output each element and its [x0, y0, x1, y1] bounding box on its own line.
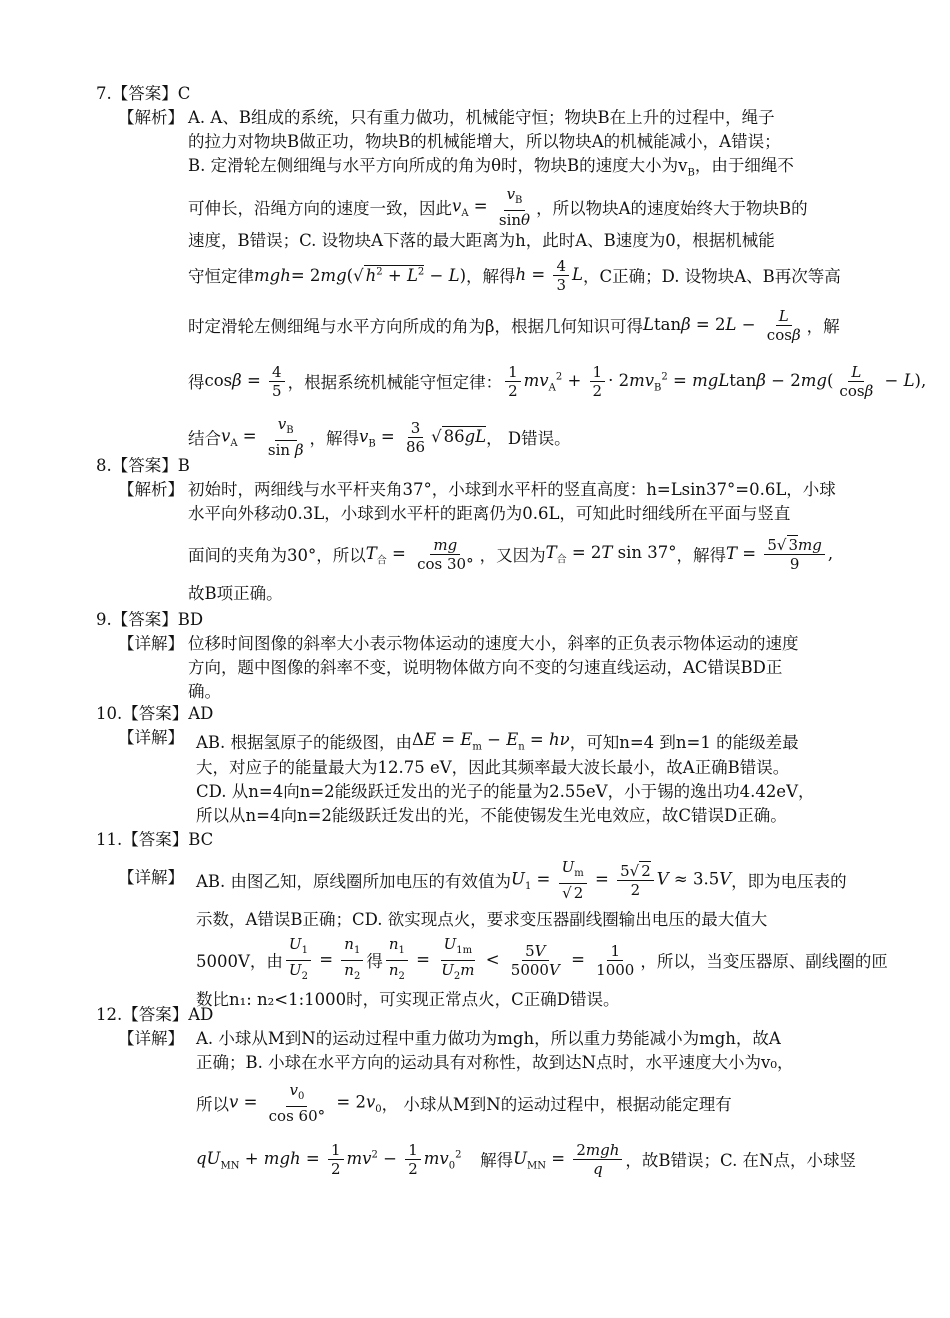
- text-line: AB. 由图乙知，原线圈所加电压的有效值为 $U_1$ = $\frac{U_m}{√ 2}$ = $\frac{5√ 2}{2}$ V ≈ 3.5V ，即为电压表的: [196, 858, 847, 902]
- formula: $T_合 = 2T$ sin 37°: [545, 542, 677, 566]
- formula: $v_A$ = $\frac{v_B}{\text{sin β}}$: [221, 415, 304, 460]
- detail-tag: 【详解】: [118, 868, 184, 887]
- formula: T = $\frac{5√ 3mg}{9}$ ,: [726, 535, 834, 573]
- formula: mgh= 2mg(√ $h^2 + L^2 - L$): [254, 265, 467, 285]
- text-line: 所以从n=4向n=2能级跃迁发出的光，不能使锡发生光电效应，故C错误D正确。: [196, 806, 787, 825]
- answer-7-header: 7.【答案】C: [96, 84, 191, 103]
- formula: cosβ = $\frac{4}{5}$: [205, 363, 288, 400]
- text-line: 水平向外移动0.3L，小球到水平杆的距离仍为0.6L，可知此时细线所在平面与竖直: [188, 504, 791, 523]
- text-line: 方向，题中图像的斜率不变，说明物体做方向不变的匀速直线运动，AC错误BD正: [188, 658, 783, 677]
- answer-12: [96, 1003, 856, 1187]
- text-line: AB. 根据氢原子的能级图，由 $\Delta E = E_m - E_n = h\nu$ ，可知n=4 到n=1 的能级差最: [196, 729, 799, 753]
- text-line: 所以 v = $\frac{v_0}{\cos 60^\circ}$ = $2v_0$ ， 小球从M到N的运动过程中，根据动能定理有: [196, 1081, 732, 1125]
- text-line: 得 cosβ = $\frac{4}{5}$ ，根据系统机械能守恒定律： $\frac{1}{2}$ $mv_A^2$ + $\frac{1}{2}$ · $2mv_B^2 = mgLtan\beta - 2mg$( $\frac{L}{\cos\beta}$ − L),: [188, 362, 927, 400]
- formula: $T_合$ = $\frac{mg}{\cos 30^\circ}$: [365, 535, 474, 573]
- text-line: 面间的夹角为30°，所以 $T_合$ = $\frac{mg}{\cos 30^\circ}$ ，又因为 $T_合 = 2T$ sin 37° ，解得 T = $\frac{5√ 3mg}{9}$ ,: [188, 535, 834, 573]
- detail-tag: 【详解】: [118, 1029, 184, 1048]
- formula: v = $\frac{v_0}{\cos 60^\circ}$ = $2v_0$: [229, 1081, 382, 1125]
- formula: $U_{MN}$ = $\frac{\text{2mgh}}{q}$: [513, 1141, 625, 1178]
- text-line: 数比n₁: n₂<1:1000时，可实现正常点火，C正确D错误。: [196, 990, 620, 1009]
- answer-10-header: 10.【答案】AD: [96, 704, 214, 723]
- text-line: 正确；B. 小球在水平方向的运动具有对称性，故到达N点时，水平速度大小为v₀，: [196, 1053, 794, 1072]
- formula: h = $\frac{4}{3}$ L: [515, 256, 583, 294]
- text-line: 5000V，由 $\frac{U_1}{U_2}$ = $\frac{n_1}{n_2}$ 得 $\frac{n_1}{n_2}$ = $\frac{U_{1m}}{U_2m}$ < $\frac{5V}{5000V}$ = $\frac{1}{1000}$ ，所以，当变压器原、副线圈的匝: [196, 932, 856, 988]
- text-line: 时定滑轮左侧细绳与水平方向所成的角为β，根据几何知识可得 Ltanβ = 2L − $\frac{L}{\cos\beta}$ ，解: [188, 306, 840, 344]
- detail-tag: 【详解】: [118, 728, 184, 747]
- answer-7: [96, 82, 927, 465]
- text-line: 守恒定律 mgh= 2mg(√ $h^2 + L^2 - L$) ，解得 h = $\frac{4}{3}$ L ，C正确；D. 设物块A、B再次等高: [188, 256, 841, 294]
- answer-12-explanation: [196, 1027, 856, 1187]
- text-line: 位移时间图像的斜率大小表示物体运动的速度大小，斜率的正负表示物体运动的速度: [188, 634, 799, 653]
- formula: $\frac{1}{2}$ $mv_A^2$ + $\frac{1}{2}$ · $2mv_B^2 = mgLtan\beta - 2mg$( $\frac{L}{\cos\beta}$ − L),: [502, 363, 926, 400]
- formula: $v_A$ = $\frac{v_B}{\sin\theta}$: [452, 185, 531, 230]
- text-line: CD. 从n=4向n=2能级跃迁发出的光子的能量为2.55eV，小于锡的逸出功4.42eV，: [196, 782, 815, 801]
- text-line: 大，对应子的能量最大为12.75 eV，因此其频率最大波长最小，故A正确B错误。: [196, 758, 790, 777]
- answer-8: [96, 454, 856, 606]
- answer-11: [96, 828, 888, 1012]
- text-line: A. A、B组成的系统，只有重力做功，机械能守恒；物块B在上升的过程中，绳子: [188, 108, 775, 127]
- text-line: 初始时，两细线与水平杆夹角37°，小球到水平杆的竖直高度：h=Lsin37°=0.6L，小球: [188, 480, 836, 499]
- formula: Ltanβ = 2L − $\frac{L}{\cos\beta}$: [643, 306, 801, 344]
- formula: $\frac{n_1}{n_2}$ = $\frac{U_{1m}}{U_2m}$ < $\frac{5V}{5000V}$ = $\frac{1}{1000}$: [383, 935, 641, 986]
- detail-tag: 【详解】: [118, 634, 184, 653]
- answer-8-header: 8.【答案】B: [96, 456, 190, 475]
- answer-9-header: 9.【答案】BD: [96, 610, 204, 629]
- analysis-tag: 【解析】: [118, 480, 184, 499]
- text-line: 速度，B错误；C. 设物块A下落的最大距离为h，此时A、B速度为0，根据机械能: [188, 231, 775, 251]
- formula: $U_1$ = $\frac{U_m}{√ 2}$ = $\frac{5√ 2}{2}$ V ≈ 3.5V: [511, 858, 732, 902]
- text-line: B. 定滑轮左侧细绳与水平方向所成的角为θ时，物块B的速度大小为$v_B$，由于细绳不: [188, 156, 794, 179]
- answer-7-explanation: [188, 106, 927, 465]
- analysis-tag: 【解析】: [118, 108, 184, 127]
- answer-8-explanation: [188, 478, 856, 606]
- text-line: 的拉力对物块B做正功，物块B的机械能增大，所以物块A的机械能减小，A错误；: [188, 132, 781, 151]
- text-line: 示数，A错误B正确；CD. 欲实现点火，要求变压器副线圈输出电压的最大值大: [196, 910, 768, 929]
- answer-9-explanation: [188, 632, 856, 704]
- answer-10-explanation: [196, 726, 856, 828]
- text-line: A. 小球从M到N的运动过程中重力做功为mgh，所以重力势能减小为mgh，故A: [196, 1029, 781, 1048]
- answer-10: [96, 702, 856, 828]
- text-line: 确。: [188, 682, 221, 701]
- answer-11-header: 11.【答案】BC: [96, 830, 214, 849]
- formula: $\Delta E = E_m - E_n = h\nu$: [412, 729, 570, 753]
- text-line: 可伸长，沿绳方向的速度一致，因此 $v_A$ = $\frac{v_B}{\sin\theta}$ ，所以物块A的速度始终大于物块B的: [188, 185, 808, 230]
- answer-11-explanation: [196, 852, 888, 1012]
- formula: $qU_{MN}$ + mgh = $\frac{1}{2}$ $mv^2$ − $\frac{1}{2}$ $mv_0^2$: [196, 1140, 462, 1178]
- text-line: 故B项正确。: [188, 584, 283, 603]
- formula: $\frac{U_1}{U_2}$ = $\frac{n_1}{n_2}$: [283, 935, 366, 986]
- text-line: $qU_{MN}$ + mgh = $\frac{1}{2}$ $mv^2$ − $\frac{1}{2}$ $mv_0^2$ 解得 $U_{MN}$ = $\frac{\text{2mgh}}{q}$ ，故B错误；C. 在N点，小球竖: [196, 1140, 856, 1178]
- formula: $v_B$ = $\frac{3}{86}$ √ 86gL: [359, 418, 487, 456]
- answer-9: [96, 608, 856, 704]
- text-line: 结合 $v_A$ = $\frac{v_B}{\text{sin β}}$ ，解得 $v_B$ = $\frac{3}{86}$ √ 86gL ， D错误。: [188, 415, 571, 460]
- answer-12-header: 12.【答案】AD: [96, 1005, 214, 1024]
